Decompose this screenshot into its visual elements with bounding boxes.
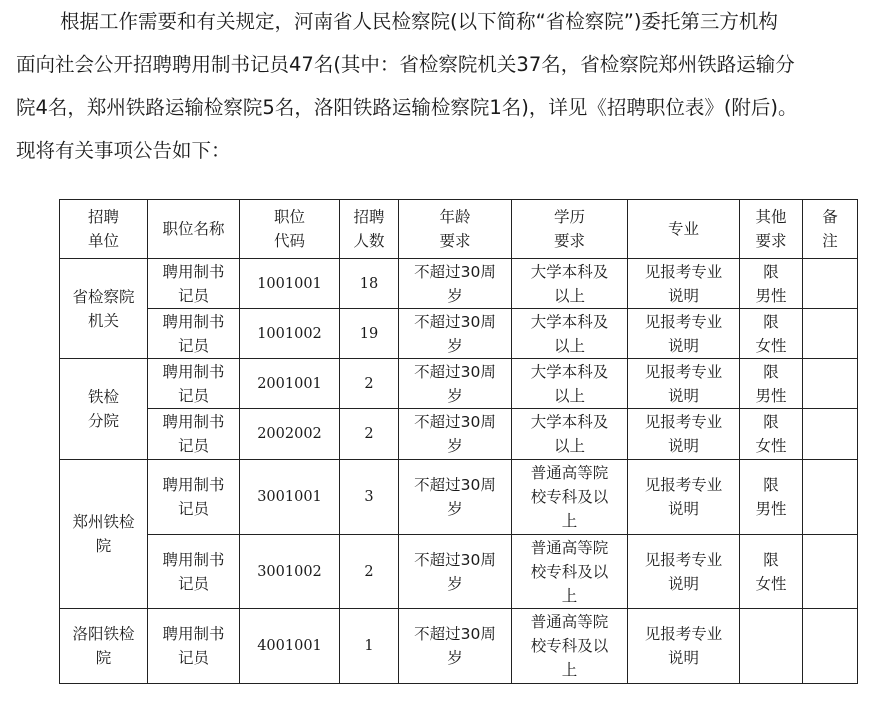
edu-cell <box>512 535 628 609</box>
other-cell <box>740 609 803 684</box>
unit-cell <box>60 359 148 460</box>
other-cell-line: 限 <box>763 413 779 431</box>
age-cell-line: 不超过30周 <box>414 413 496 431</box>
unit-cell <box>60 259 148 359</box>
title-cell-line: 记员 <box>177 286 209 305</box>
header-count-line: 招聘 <box>353 208 385 226</box>
header-note-line: 注 <box>822 232 838 250</box>
title-cell-line: 聘用制书 <box>162 476 225 494</box>
age-cell <box>399 609 512 684</box>
age-cell-line: 不超过30周 <box>414 476 496 494</box>
count-cell: 2 <box>340 359 399 409</box>
age-cell-line: 不超过30周 <box>414 625 496 643</box>
major-cell-line: 说明 <box>667 574 699 593</box>
count-cell: 19 <box>340 309 399 359</box>
age-cell <box>399 309 512 359</box>
edu-cell <box>512 609 628 684</box>
major-cell-line: 见报考专业 <box>644 312 723 331</box>
age-cell <box>399 409 512 460</box>
other-cell-line: 限 <box>763 550 779 569</box>
code-cell: 3001002 <box>240 535 340 609</box>
major-cell <box>628 609 740 684</box>
title-cell <box>148 609 240 684</box>
edu-cell-line: 普通高等院 <box>530 613 609 631</box>
note-cell <box>803 609 858 684</box>
age-cell <box>399 535 512 609</box>
age-cell <box>399 359 512 409</box>
age-cell-line: 岁 <box>447 500 463 518</box>
edu-cell-line: 大学本科及 <box>530 413 609 431</box>
intro-line-1: 根据工作需要和有关规定，河南省人民检察院(以下简称“省检察院”)委托第三方机构 <box>60 10 778 33</box>
major-cell-line: 说明 <box>667 500 699 518</box>
title-cell-line: 聘用制书 <box>162 362 225 381</box>
title-cell-line: 记员 <box>177 437 209 455</box>
other-cell <box>740 409 803 460</box>
title-cell-line: 记员 <box>177 500 209 518</box>
age-cell-line: 岁 <box>447 286 463 305</box>
major-cell-line: 说明 <box>667 437 699 455</box>
code-cell: 2001001 <box>240 359 340 409</box>
code-cell: 1001001 <box>240 259 340 309</box>
major-cell-line: 见报考专业 <box>644 476 723 494</box>
header-edu-line: 要求 <box>553 232 585 250</box>
other-cell-line: 限 <box>763 262 779 281</box>
header-count <box>340 200 399 259</box>
major-cell-line: 说明 <box>667 649 699 667</box>
title-cell-line: 聘用制书 <box>162 550 225 569</box>
other-cell <box>740 460 803 535</box>
edu-cell <box>512 359 628 409</box>
major-cell-line: 说明 <box>667 336 699 355</box>
major-cell <box>628 409 740 460</box>
unit-cell <box>60 460 148 609</box>
count-cell: 1 <box>340 609 399 684</box>
other-cell-line: 女性 <box>755 437 787 455</box>
count-cell: 3 <box>340 460 399 535</box>
edu-cell-line: 校专科及以 <box>530 488 609 506</box>
age-cell-line: 岁 <box>447 649 463 667</box>
edu-cell <box>512 259 628 309</box>
age-cell <box>399 460 512 535</box>
title-cell <box>148 535 240 609</box>
table-row <box>60 609 858 684</box>
unit-cell-line: 郑州铁检 <box>72 513 135 531</box>
intro-line-4: 现将有关事项公告如下： <box>16 139 231 162</box>
major-cell-line: 见报考专业 <box>644 625 723 643</box>
major-cell-line: 见报考专业 <box>644 550 723 569</box>
title-cell <box>148 460 240 535</box>
unit-cell-line: 分院 <box>87 412 119 430</box>
header-code-line: 代码 <box>273 232 305 250</box>
edu-cell-line: 以上 <box>553 386 585 405</box>
edu-cell-line: 校专科及以 <box>530 562 609 581</box>
other-cell-line: 女性 <box>755 574 787 593</box>
title-cell-line: 记员 <box>177 649 209 667</box>
header-major <box>628 200 740 259</box>
edu-cell <box>512 309 628 359</box>
table-header-row <box>60 200 858 259</box>
edu-cell-line: 上 <box>561 661 578 679</box>
other-cell-line: 男性 <box>755 386 787 405</box>
other-cell-line: 男性 <box>755 500 787 518</box>
header-unit-line: 单位 <box>87 232 119 250</box>
title-cell-line: 记员 <box>177 574 209 593</box>
major-cell-line: 见报考专业 <box>644 362 723 381</box>
other-cell-line: 限 <box>763 476 779 494</box>
edu-cell-line: 大学本科及 <box>530 362 609 381</box>
header-note <box>803 200 858 259</box>
title-cell <box>148 359 240 409</box>
count-cell: 18 <box>340 259 399 309</box>
age-cell-line: 岁 <box>447 437 463 455</box>
header-age-line: 年龄 <box>439 208 471 226</box>
edu-cell <box>512 409 628 460</box>
count-cell: 2 <box>340 535 399 609</box>
age-cell-line: 不超过30周 <box>414 362 496 381</box>
major-cell-line: 说明 <box>667 286 699 305</box>
title-cell-line: 记员 <box>177 386 209 405</box>
edu-cell-line: 上 <box>561 512 578 530</box>
other-cell-line: 男性 <box>755 286 787 305</box>
intro-line-2: 面向社会公开招聘聘用制书记员47名(其中：省检察院机关37名，省检察院郑州铁路运输分 <box>16 53 795 76</box>
age-cell-line: 岁 <box>447 574 463 593</box>
other-cell <box>740 535 803 609</box>
code-cell: 4001001 <box>240 609 340 684</box>
edu-cell-line: 普通高等院 <box>530 464 609 482</box>
unit-cell <box>60 609 148 684</box>
edu-cell-line: 大学本科及 <box>530 262 609 281</box>
major-cell-line: 见报考专业 <box>644 413 723 431</box>
edu-cell-line: 以上 <box>553 336 585 355</box>
edu-cell-line: 上 <box>561 586 578 605</box>
code-cell: 1001002 <box>240 309 340 359</box>
major-cell-line: 说明 <box>667 386 699 405</box>
header-major-line: 专业 <box>667 220 699 238</box>
note-cell <box>803 359 858 409</box>
recruitment-table <box>59 199 858 684</box>
table-row <box>60 359 858 409</box>
major-cell <box>628 259 740 309</box>
code-cell: 2002002 <box>240 409 340 460</box>
header-edu-line: 学历 <box>553 208 585 226</box>
header-note-line: 备 <box>822 208 838 226</box>
unit-cell-line: 铁检 <box>87 388 119 406</box>
table-row <box>60 409 858 460</box>
edu-cell-line: 普通高等院 <box>530 538 609 557</box>
header-unit-line: 招聘 <box>87 208 119 226</box>
title-cell-line: 聘用制书 <box>162 625 225 643</box>
edu-cell-line: 以上 <box>553 437 585 455</box>
header-age <box>399 200 512 259</box>
title-cell <box>148 259 240 309</box>
note-cell <box>803 309 858 359</box>
title-cell <box>148 309 240 359</box>
header-title-line: 职位名称 <box>162 220 225 238</box>
age-cell-line: 岁 <box>447 386 463 405</box>
title-cell-line: 聘用制书 <box>162 312 225 331</box>
header-other <box>740 200 803 259</box>
major-cell-line: 见报考专业 <box>644 262 723 281</box>
other-cell-line: 女性 <box>755 336 787 355</box>
header-other-line: 要求 <box>755 232 787 250</box>
age-cell <box>399 259 512 309</box>
other-cell-line: 限 <box>763 362 779 381</box>
unit-cell-line: 机关 <box>87 311 119 330</box>
other-cell <box>740 259 803 309</box>
table-row <box>60 535 858 609</box>
note-cell <box>803 409 858 460</box>
table-row <box>60 460 858 535</box>
edu-cell-line: 校专科及以 <box>530 637 609 655</box>
edu-cell <box>512 460 628 535</box>
edu-cell-line: 以上 <box>553 286 585 305</box>
table-row <box>60 259 858 309</box>
age-cell-line: 不超过30周 <box>414 312 496 331</box>
note-cell <box>803 259 858 309</box>
age-cell-line: 不超过30周 <box>414 262 496 281</box>
note-cell <box>803 460 858 535</box>
title-cell-line: 聘用制书 <box>162 262 225 281</box>
header-age-line: 要求 <box>439 232 471 250</box>
intro-line-3: 院4名，郑州铁路运输检察院5名，洛阳铁路运输检察院1名)，详见《招聘职位表》(附后)。 <box>16 96 798 119</box>
header-unit <box>60 200 148 259</box>
age-cell-line: 岁 <box>447 336 463 355</box>
unit-cell-line: 院 <box>95 649 112 667</box>
count-cell: 2 <box>340 409 399 460</box>
major-cell <box>628 359 740 409</box>
unit-cell-line: 洛阳铁检 <box>72 625 135 643</box>
major-cell <box>628 535 740 609</box>
major-cell <box>628 309 740 359</box>
table-body <box>60 259 858 684</box>
note-cell <box>803 535 858 609</box>
other-cell-line: 限 <box>763 312 779 331</box>
unit-cell-line: 院 <box>95 537 112 555</box>
title-cell <box>148 409 240 460</box>
title-cell-line: 记员 <box>177 336 209 355</box>
header-code-line: 职位 <box>273 208 305 226</box>
header-count-line: 人数 <box>353 232 385 250</box>
code-cell: 3001001 <box>240 460 340 535</box>
header-code <box>240 200 340 259</box>
header-other-line: 其他 <box>755 208 787 226</box>
other-cell <box>740 359 803 409</box>
header-edu <box>512 200 628 259</box>
age-cell-line: 不超过30周 <box>414 550 496 569</box>
header-title <box>148 200 240 259</box>
unit-cell-line: 省检察院 <box>72 287 135 306</box>
major-cell <box>628 460 740 535</box>
other-cell <box>740 309 803 359</box>
title-cell-line: 聘用制书 <box>162 413 225 431</box>
intro-paragraph <box>16 0 888 172</box>
edu-cell-line: 大学本科及 <box>530 312 609 331</box>
table-row <box>60 309 858 359</box>
